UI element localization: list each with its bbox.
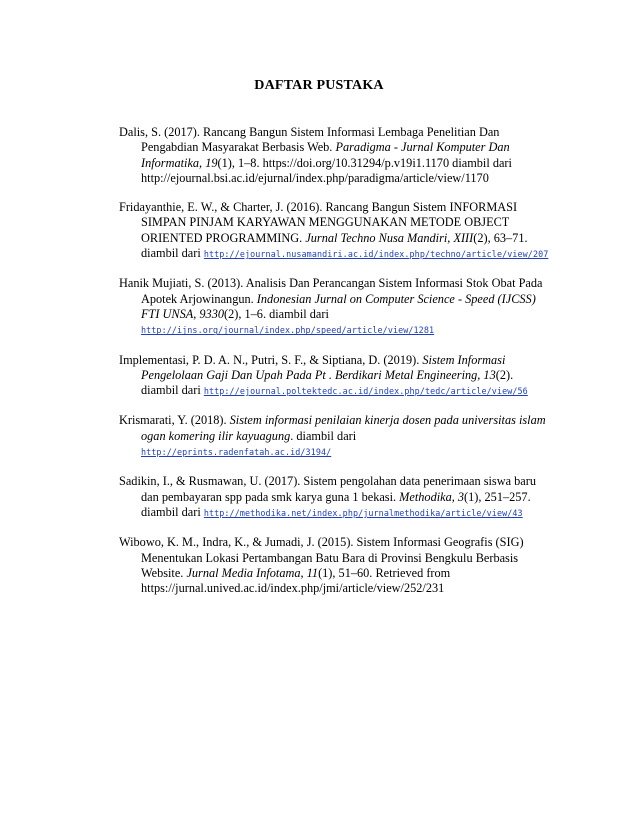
reference-tail: (1), 251–257. diambil dari bbox=[141, 489, 531, 519]
reference-authors: Implementasi, P. D. A. N., Putri, S. F., & Siptiana, D. (2019). bbox=[119, 352, 423, 367]
reference-tail: (1), 1–8. https://doi.org/10.31294/p.v19i1.1170 diambil dari http://ejournal.bsi.ac.id/ejurnal/index.php/paradigma/article/view/1170 bbox=[141, 155, 512, 185]
reference-link[interactable]: http://methodika.net/index.php/jurnalmethodika/article/view/43 bbox=[203, 507, 523, 518]
reference-journal: Paradigma - Jurnal Komputer Dan Informatika, 19 bbox=[141, 140, 510, 170]
reference-journal: Indonesian Jurnal on Computer Science - Speed (IJCSS) FTI UNSA, 9330 bbox=[141, 291, 536, 321]
reference-authors: Dalis, S. (2017). Rancang Bangun Sistem Informasi Lembaga Penelitian Dan Pengabdian Masyarakat Berbasis Web. bbox=[119, 125, 500, 155]
reference-list bbox=[119, 125, 549, 610]
reference-tail: (2). diambil dari bbox=[141, 367, 514, 398]
reference-link[interactable]: http://ejournal.nusamandiri.ac.id/index.php/techno/article/view/207 bbox=[203, 249, 549, 260]
reference-item bbox=[119, 125, 549, 186]
reference-journal: Methodika, 3 bbox=[399, 489, 465, 504]
reference-tail: (2), 1–6. diambil dari bbox=[224, 306, 329, 321]
reference-item bbox=[119, 276, 549, 338]
reference-authors: Fridayanthie, E. W., & Charter, J. (2016). Rancang Bangun Sistem INFORMASI SIMPAN PINJAM KARYAWAN MENGGUNAKAN METODE OBJECT ORIENTED PROGRAMMING. bbox=[119, 200, 518, 245]
reference-link[interactable]: http://eprints.radenfatah.ac.id/3194/ bbox=[141, 447, 332, 458]
reference-item bbox=[119, 535, 549, 596]
reference-tail: (2), 63–71. diambil dari bbox=[141, 230, 528, 261]
reference-journal: Jurnal Techno Nusa Mandiri, XIII bbox=[305, 230, 474, 245]
reference-item bbox=[119, 474, 549, 521]
reference-authors: Wibowo, K. M., Indra, K., & Jumadi, J. (2015). Sistem Informasi Geografis (SIG) Menentukan Lokasi Pertambangan Batu Bara di Provinsi Bengkulu Berbasis Website. bbox=[119, 535, 524, 580]
reference-tail: . diambil dari bbox=[290, 428, 357, 443]
reference-tail: (1), 51–60. Retrieved from https://jurnal.unived.ac.id/index.php/jmi/article/view/252/231 bbox=[141, 565, 451, 596]
reference-link[interactable]: http://ijns.org/journal/index.php/speed/article/view/1281 bbox=[141, 325, 435, 336]
reference-link[interactable]: http://ejournal.poltektedc.ac.id/index.php/tedc/article/view/56 bbox=[203, 386, 528, 397]
page-title: DAFTAR PUSTAKA bbox=[254, 78, 384, 93]
reference-authors: Krismarati, Y. (2018). bbox=[119, 413, 230, 428]
reference-journal: Sistem informasi penilaian kinerja dosen pada universitas islam ogan komering ilir kayuagung bbox=[141, 413, 546, 443]
reference-journal: Sistem Informasi Pengelolaan Gaji Dan Upah Pada Pt . Berdikari Metal Engineering, 13 bbox=[141, 352, 506, 382]
reference-authors: Hanik Mujiati, S. (2013). Analisis Dan Perancangan Sistem Informasi Stok Obat Pada Apotek Arjowinangun. bbox=[119, 276, 543, 306]
reference-journal: Jurnal Media Infotama, 11 bbox=[186, 565, 319, 580]
reference-item bbox=[119, 353, 549, 400]
reference-item bbox=[119, 200, 549, 262]
reference-authors: Sadikin, I., & Rusmawan, U. (2017). Sistem pengolahan data penerimaan siswa baru dan pembayaran spp pada smk karya guna 1 bekasi. bbox=[119, 474, 536, 504]
reference-item bbox=[119, 413, 549, 460]
